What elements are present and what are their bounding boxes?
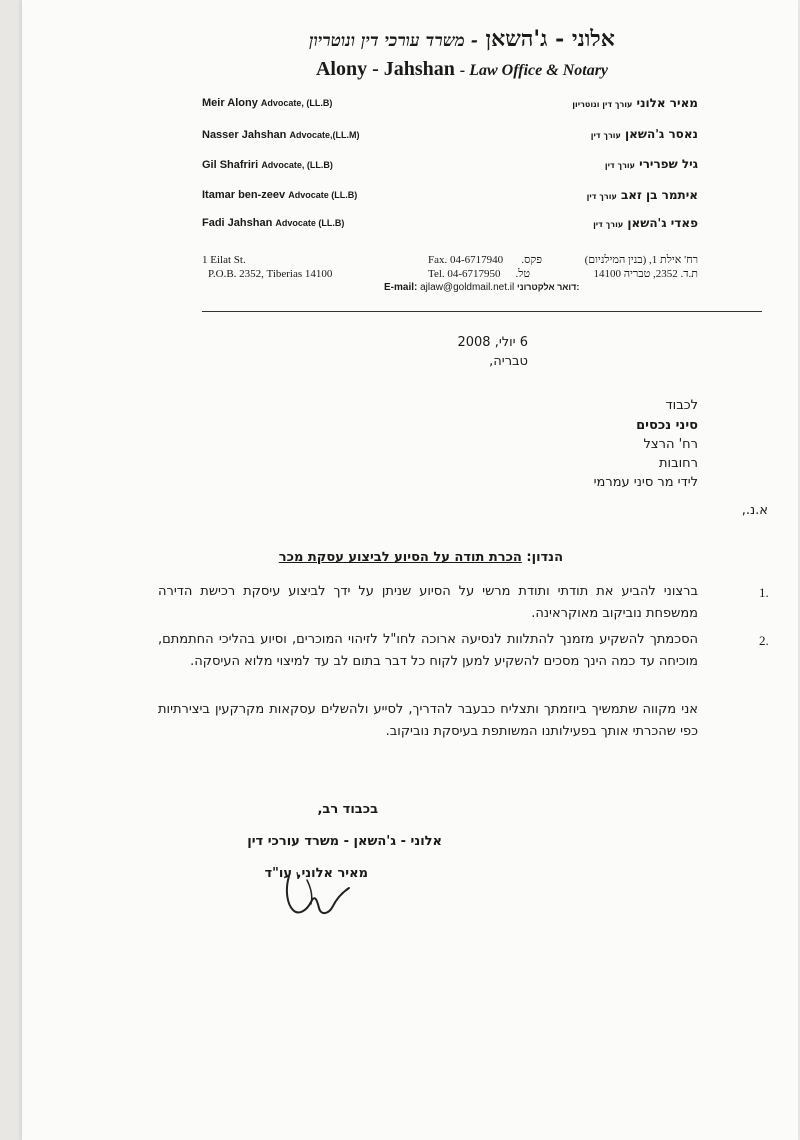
letter-date: 6 יולי, 2008 (457, 335, 528, 350)
lawyer-role-he: עורך דין (586, 192, 617, 201)
lawyer-name-he: איתמר בן זאב (620, 188, 698, 202)
email-line (384, 282, 579, 293)
lawyer-name-he: נאסר ג'השאן (625, 127, 698, 141)
lawyer-he-4 (587, 188, 698, 202)
recipient-city: רחובות (659, 456, 698, 471)
letterhead-english (262, 58, 662, 81)
lawyer-name-en: Gil Shafriri (202, 159, 259, 171)
lawyer-he-1 (572, 96, 698, 110)
lawyer-role-en: Advocate (LL.B) (275, 218, 345, 228)
subject-text: הכרת תודה על הסיוע לביצוע עסקת מכר (278, 550, 522, 565)
email-address: ajlaw@goldmail.net.il (420, 282, 515, 293)
address-he-line2: ת.ד. 2352, טבריה 14100 (593, 268, 698, 280)
recipient-salutation: לכבוד (665, 398, 698, 413)
lawyer-he-5 (593, 216, 698, 230)
greeting: א.נ., (741, 503, 768, 518)
lawyer-en-5 (202, 217, 344, 229)
paragraph-number: 2. (759, 633, 769, 648)
tel-en: Tel. 04-6717950 (428, 268, 501, 280)
letterhead-hebrew (262, 26, 662, 52)
closing-firm: אלוני - ג'השאן - משרד עורכי דין (247, 834, 442, 849)
lawyer-name-en: Fadi Jahshan (202, 217, 273, 229)
fax-he: פקס. (521, 254, 542, 266)
lawyer-role-he: עורך דין ונוטריון (572, 100, 633, 109)
lawyer-he-3 (605, 157, 698, 171)
lawyer-en-4 (202, 189, 357, 201)
letter-place: טבריה, (489, 354, 528, 369)
lawyer-en-1 (202, 97, 332, 109)
lawyer-name-en: Meir Alony (202, 97, 258, 109)
lawyer-role-en: Advocate, (LL.B) (261, 160, 333, 170)
lawyer-name-en: Nasser Jahshan (202, 129, 287, 141)
address-he-line1: רח' אילת 1, (בנין המילניום) (584, 254, 698, 266)
closing-signer: מאיר אלוני, עו"ד (264, 866, 368, 881)
subject-label: הנדון: (526, 550, 563, 565)
lawyer-en-2 (202, 129, 359, 141)
lawyer-role-en: Advocate, (LL.B) (260, 98, 333, 108)
paragraph-2: הסכמתך להשקיע מזמנך להתלוות לנסיעה ארוכה לחו"ל לזיהוי המוכרים, וסיוע בהליכי החתמתם, מוכיחה עד כמה הינך מסכים להשקיע למען לקוח כל דבר בתום לב עד למיצוי מלוא העיסקה. (158, 632, 698, 669)
lawyer-en-3 (202, 159, 333, 171)
lawyer-name-he: גיל שפרירי (639, 157, 698, 171)
lawyer-role-en: Advocate,(LL.M) (289, 130, 360, 140)
lawyer-role-he: עורך דין (604, 161, 635, 170)
lawyer-role-he: עורך דין (590, 131, 621, 140)
header-divider (202, 311, 762, 312)
firm-subtitle-hebrew: - משרד עורכי דין ונוטריון (309, 31, 478, 51)
subject-line (279, 550, 563, 565)
email-label-en: E-mail: (384, 282, 418, 293)
paragraph-1: ברצוני להביע את תודתי ותודת מרשי על הסיוע שניתן על ידך לביצוע עיסקת רכישת הדירה ממשפחת נוביקוב מאוקראינה. (158, 584, 698, 621)
closing-regards: בכבוד רב, (317, 802, 378, 817)
firm-subtitle-english: - Law Office & Notary (459, 62, 609, 79)
address-en-line1: 1 Eilat St. (202, 254, 246, 266)
lawyer-name-en: Itamar ben-zeev (202, 189, 286, 201)
tel-he: טל. (515, 268, 530, 280)
recipient-street: רח' הרצל (643, 437, 698, 452)
paragraph-number: 1. (759, 585, 769, 600)
email-label-he: דואר אלקטרוני: (517, 282, 580, 292)
lawyer-role-en: Advocate (LL.B) (288, 190, 358, 200)
lawyer-name-he: פאדי ג'השאן (627, 216, 698, 230)
firm-name-hebrew: אלוני - ג'השאן (485, 26, 615, 52)
paragraph-3: אני מקווה שתמשיך ביוזמתך ותצליח כבעבר להדריך, לסייע ולהשלים עסקאות מקרקעין ביצירתיות כפי שהכרתי אותך בפעילותנו המשותפת בעיסקת נוביקוב. (158, 702, 698, 739)
lawyer-name-he: מאיר אלוני (636, 96, 698, 110)
fax-en: Fax. 04-6717940 (428, 254, 504, 266)
handwritten-signature (277, 870, 357, 930)
lawyer-he-2 (591, 127, 698, 141)
firm-name-english: Alony - Jahshan (315, 58, 455, 80)
address-en-line2: P.O.B. 2352, Tiberias 14100 (208, 268, 333, 280)
recipient-attention: לידי מר סיני עמרמי (593, 475, 698, 490)
letter-page (22, 0, 798, 1140)
recipient-name: סיני נכסים (636, 418, 698, 433)
lawyer-role-he: עורך דין (593, 220, 624, 229)
